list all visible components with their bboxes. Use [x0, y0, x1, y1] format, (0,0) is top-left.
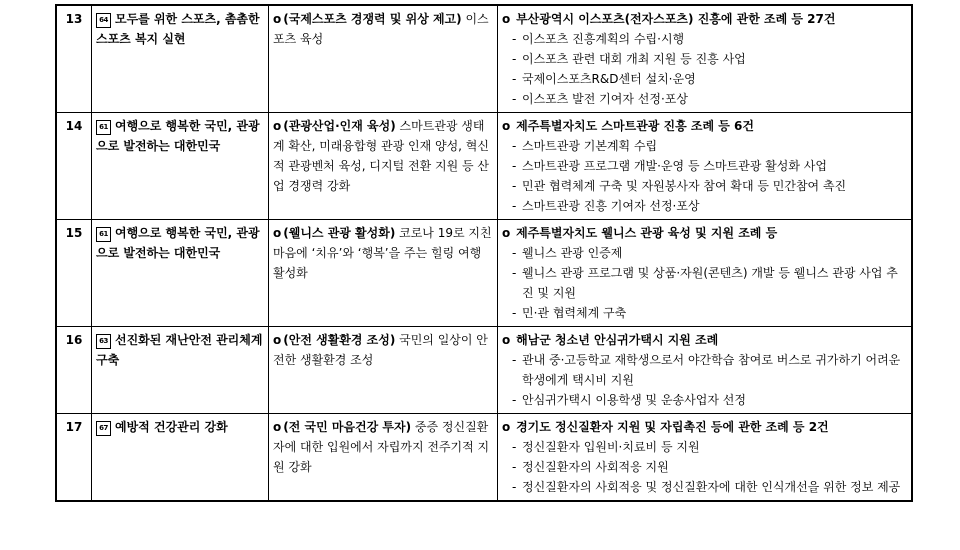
list-item-text: 이스포츠 발전 기여자 선정·포상	[522, 92, 688, 106]
ordinance-title: 제주특별자치도 스마트관광 진흥 조례 등 6건	[516, 119, 754, 133]
list-item-text: 민·관 협력체계 구축	[522, 306, 627, 320]
dash-marker: -	[512, 139, 517, 153]
plan-title: (국제스포츠 경쟁력 및 위상 제고)	[283, 12, 462, 26]
ordinance-title: 제주특별자치도 웰니스 관광 육성 및 지원 조례 등	[516, 226, 778, 240]
ordinance-cell	[498, 327, 913, 414]
list-item	[512, 69, 907, 89]
task-cell	[92, 220, 269, 327]
list-item-text: 정신질환자의 사회적응 및 정신질환자에 대한 인식개선을 위한 정보 제공	[522, 480, 901, 494]
table-row	[56, 220, 912, 327]
plan-bullet: o	[273, 226, 282, 240]
task-code-badge: 61	[96, 227, 111, 242]
list-item	[512, 303, 907, 323]
list-item-text: 이스포츠 관련 대회 개최 지원 등 진흥 사업	[522, 52, 746, 66]
task-cell	[92, 327, 269, 414]
dash-marker: -	[512, 32, 517, 46]
dash-marker: -	[512, 92, 517, 106]
list-item-text: 스마트관광 진흥 기여자 선정·포상	[522, 199, 700, 213]
ordinance-bullet: o	[502, 333, 511, 347]
ordinance-title: 경기도 정신질환자 지원 및 자립촉진 등에 관한 조례 등 2건	[516, 420, 829, 434]
ordinance-title: 해남군 청소년 안심귀가택시 지원 조례	[516, 333, 719, 347]
plan-bullet: o	[273, 119, 282, 133]
ordinance-bullet: o	[502, 119, 511, 133]
task-cell	[92, 5, 269, 113]
row-number: 17	[56, 414, 92, 502]
plan-title: (안전 생활환경 조성)	[283, 333, 396, 347]
list-item	[512, 390, 907, 410]
plan-cell	[269, 5, 498, 113]
table-row	[56, 5, 912, 113]
task-name: 선진화된 재난안전 관리체계 구축	[96, 333, 263, 367]
table-row	[56, 113, 912, 220]
task-code-badge: 67	[96, 421, 111, 436]
row-number: 14	[56, 113, 92, 220]
ordinance-bullet: o	[502, 12, 511, 26]
list-item	[512, 136, 907, 156]
row-number: 15	[56, 220, 92, 327]
plan-title: (관광산업·인재 육성)	[283, 119, 396, 133]
dash-marker: -	[512, 179, 517, 193]
plan-title: (전 국민 마음건강 투자)	[283, 420, 412, 434]
list-item	[512, 196, 907, 216]
ordinance-cell	[498, 414, 913, 502]
task-name: 여행으로 행복한 국민, 관광으로 발전하는 대한민국	[96, 119, 260, 153]
dash-marker: -	[512, 306, 517, 320]
list-item	[512, 457, 907, 477]
dash-marker: -	[512, 480, 517, 494]
task-cell	[92, 113, 269, 220]
dash-marker: -	[512, 52, 517, 66]
ordinance-cell	[498, 220, 913, 327]
plan-cell	[269, 113, 498, 220]
dash-marker: -	[512, 393, 517, 407]
plan-text: 코로나 19로 지친 마음에 ‘치유’와 ‘행복’을 주는 힐링 여행 활성화	[273, 226, 492, 280]
ordinance-cell	[498, 5, 913, 113]
dash-marker: -	[512, 460, 517, 474]
list-item	[512, 89, 907, 109]
plan-text: 국민의 일상이 안전한 생활환경 조성	[273, 333, 488, 367]
table-row	[56, 327, 912, 414]
list-item	[512, 29, 907, 49]
list-item-text: 정신질환자 입원비·치료비 등 지원	[522, 440, 700, 454]
task-name: 여행으로 행복한 국민, 관광으로 발전하는 대한민국	[96, 226, 260, 260]
ordinance-cell	[498, 113, 913, 220]
plan-title: (웰니스 관광 활성화)	[283, 226, 396, 240]
list-item-text: 스마트관광 프로그램 개발·운영 등 스마트관광 활성화 사업	[522, 159, 827, 173]
ordinance-item-list	[502, 136, 907, 216]
task-cell	[92, 414, 269, 502]
task-code-badge: 61	[96, 120, 111, 135]
ordinance-heading	[502, 9, 907, 29]
dash-marker: -	[512, 440, 517, 454]
plan-text: 중증 정신질환자에 대한 입원에서 자립까지 전주기적 지원 강화	[273, 420, 490, 474]
list-item-text: 웰니스 관광 인증제	[522, 246, 623, 260]
list-item-text: 국제이스포츠R&D센터 설치·운영	[522, 72, 696, 86]
ordinance-heading	[502, 330, 907, 350]
list-item	[512, 243, 907, 263]
task-code-badge: 63	[96, 334, 111, 349]
dash-marker: -	[512, 199, 517, 213]
plan-cell	[269, 327, 498, 414]
table-body	[56, 5, 912, 501]
list-item-text: 안심귀가택시 이용학생 및 운송사업자 선정	[522, 393, 746, 407]
ordinance-bullet: o	[502, 420, 511, 434]
ordinance-title: 부산광역시 이스포츠(전자스포츠) 진흥에 관한 조례 등 27건	[516, 12, 836, 26]
ordinance-item-list	[502, 243, 907, 323]
list-item-text: 스마트관광 기본계획 수립	[522, 139, 658, 153]
plan-text: 스마트관광 생태계 확산, 미래융합형 관광 인재 양성, 혁신적 관광벤처 육성, 디지털 전환 지원 등 산업 경쟁력 강화	[273, 119, 489, 193]
dash-marker: -	[512, 246, 517, 260]
list-item	[512, 477, 907, 497]
dash-marker: -	[512, 353, 517, 367]
task-name: 모두를 위한 스포츠, 촘촘한 스포츠 복지 실현	[96, 12, 260, 46]
plan-bullet: o	[273, 420, 282, 434]
ordinance-heading	[502, 417, 907, 437]
ordinance-heading	[502, 223, 907, 243]
ordinance-item-list	[502, 437, 907, 497]
list-item	[512, 49, 907, 69]
dash-marker: -	[512, 159, 517, 173]
list-item-text: 정신질환자의 사회적응 지원	[522, 460, 669, 474]
list-item	[512, 263, 907, 303]
row-number: 16	[56, 327, 92, 414]
list-item	[512, 437, 907, 457]
ordinance-item-list	[502, 350, 907, 410]
task-name: 예방적 건강관리 강화	[115, 420, 228, 434]
table-row	[56, 414, 912, 502]
row-number: 13	[56, 5, 92, 113]
ordinance-bullet: o	[502, 226, 511, 240]
dash-marker: -	[512, 72, 517, 86]
plan-bullet: o	[273, 12, 282, 26]
plan-cell	[269, 220, 498, 327]
list-item	[512, 350, 907, 390]
plan-text: 이스포츠 육성	[273, 12, 489, 46]
list-item-text: 이스포츠 진흥계획의 수립·시행	[522, 32, 685, 46]
list-item	[512, 156, 907, 176]
list-item	[512, 176, 907, 196]
list-item-text: 민관 협력체계 구축 및 자원봉사자 참여 확대 등 민간참여 촉진	[522, 179, 847, 193]
task-code-badge: 64	[96, 13, 111, 28]
list-item-text: 웰니스 관광 프로그램 및 상품·자원(콘텐츠) 개발 등 웰니스 관광 사업 추진 및 지원	[522, 266, 898, 300]
list-item-text: 관내 중·고등학교 재학생으로서 야간학습 참여로 버스로 귀가하기 어려운 학생에게 택시비 지원	[522, 353, 901, 387]
ordinance-item-list	[502, 29, 907, 109]
policy-ordinance-table	[55, 4, 913, 502]
plan-cell	[269, 414, 498, 502]
ordinance-heading	[502, 116, 907, 136]
dash-marker: -	[512, 266, 517, 280]
plan-bullet: o	[273, 333, 282, 347]
